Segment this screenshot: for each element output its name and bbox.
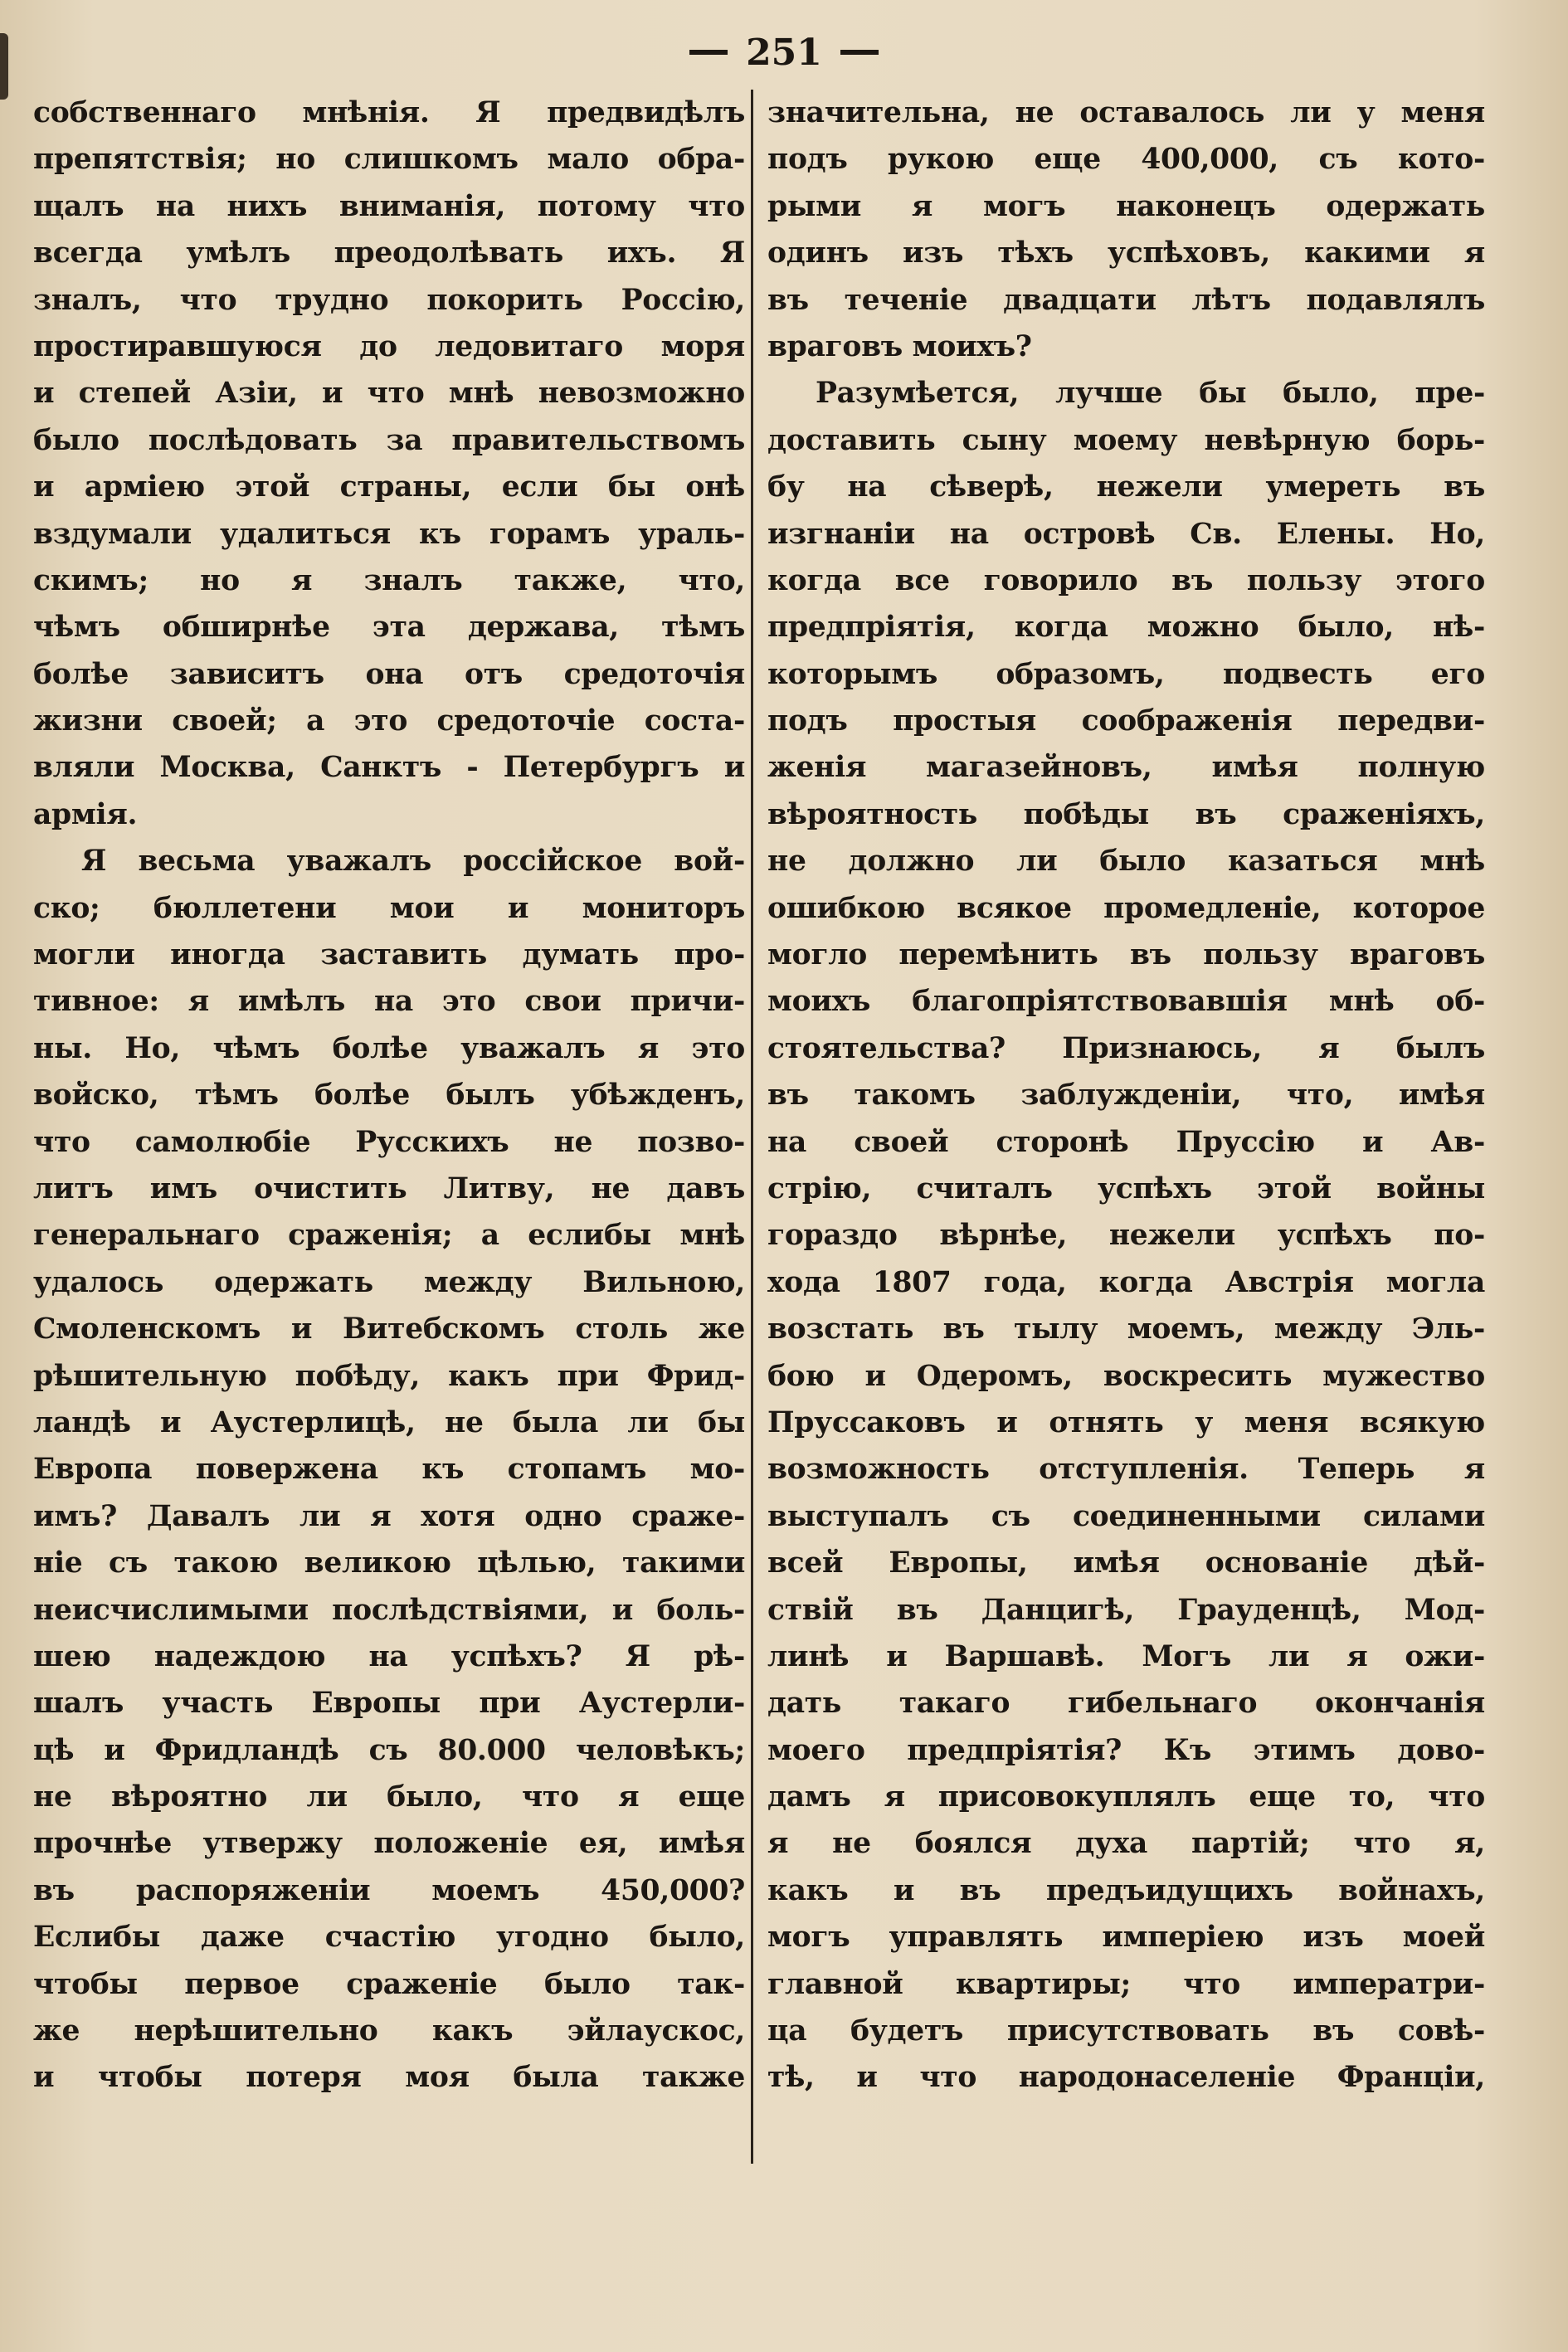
text-line: цѣ и Фридландѣ съ 80.000 человѣкъ; xyxy=(33,1733,745,1767)
text-line: зналъ, что трудно покорить Россію, xyxy=(33,283,745,317)
text-line: Смоленскомъ и Витебскомъ столь же xyxy=(33,1312,745,1346)
text-line: удалось одержать между Вильною, xyxy=(33,1265,745,1299)
text-line: собственнаго мнѣнія. Я предвидѣлъ xyxy=(33,96,745,129)
text-line: и арміею этой страны, если бы онѣ xyxy=(33,470,745,504)
text-line: же нерѣшительно какъ эйлаускос, xyxy=(33,2014,745,2048)
text-line: могъ управлять имперіею изъ моей xyxy=(767,1921,1485,1955)
text-line: генеральнаго сраженія; а еслибы мнѣ xyxy=(33,1219,745,1253)
text-line: Еслибы даже счастію угодно было, xyxy=(33,1921,745,1955)
text-line: простиравшуюся до ледовитаго моря xyxy=(33,329,745,363)
text-line: хода 1807 года, когда Австрія могла xyxy=(767,1265,1485,1299)
text-line: одинъ изъ тѣхъ успѣховъ, какими я xyxy=(767,236,1485,270)
header-dash-right xyxy=(840,50,879,55)
text-line: возможность отступленія. Теперь я xyxy=(767,1453,1485,1487)
text-line: тивное: я имѣлъ на это свои причи- xyxy=(33,985,745,1019)
text-line: дамъ я присовокуплялъ еще то, что xyxy=(767,1780,1485,1814)
text-line: Европа повержена къ стопамъ мо- xyxy=(33,1453,745,1487)
text-line: ны. Но, чѣмъ болѣе уважалъ я это xyxy=(33,1031,745,1065)
text-line: Разумѣется, лучше бы было, пре- xyxy=(816,377,1485,411)
text-line: подъ рукою еще 400,000, съ кото- xyxy=(767,143,1485,177)
text-line: значительна, не оставалось ли у меня xyxy=(767,96,1485,129)
text-line: рѣшительную побѣду, какъ при Фрид- xyxy=(33,1359,745,1393)
text-line: ошибкою всякое промедленіе, которое xyxy=(767,891,1485,925)
text-line: въ распоряженіи моемъ 450,000? xyxy=(33,1873,745,1907)
text-line: выступалъ съ соединенными силами xyxy=(767,1499,1485,1533)
text-line: линѣ и Варшавѣ. Могъ ли я ожи- xyxy=(767,1639,1485,1673)
text-line: Пруссаковъ и отнять у меня всякую xyxy=(767,1405,1485,1439)
page-number: 251 xyxy=(746,31,822,74)
text-line: гораздо вѣрнѣе, нежели успѣхъ по- xyxy=(767,1219,1485,1253)
text-line: могло перемѣнить въ пользу враговъ xyxy=(767,938,1485,972)
text-line: армія. xyxy=(33,797,138,831)
text-line: бою и Одеромъ, воскресить мужество xyxy=(767,1359,1485,1393)
text-line: въ такомъ заблужденіи, что, имѣя xyxy=(767,1079,1485,1113)
text-line: ца будетъ присутствовать въ совѣ- xyxy=(767,2014,1485,2048)
text-line: Я весьма уважалъ россійское вой- xyxy=(81,845,745,879)
text-line: ствій въ Данцигѣ, Грауденцѣ, Мод- xyxy=(767,1593,1485,1627)
left-column xyxy=(33,90,745,2101)
text-line: ніе съ такою великою цѣлью, такими xyxy=(33,1546,745,1580)
text-line: главной квартиры; что императри- xyxy=(767,1967,1485,2001)
text-line: моего предпріятія? Къ этимъ дово- xyxy=(767,1733,1485,1767)
text-line: прочнѣе утвержу положеніе ея, имѣя xyxy=(33,1827,745,1861)
text-line: предпріятія, когда можно было, нѣ- xyxy=(767,611,1485,645)
text-line: всей Европы, имѣя основаніе дѣй- xyxy=(767,1546,1485,1580)
text-line: не вѣроятно ли было, что я еще xyxy=(33,1780,745,1814)
text-line: стрію, считалъ успѣхъ этой войны xyxy=(767,1171,1485,1205)
right-column xyxy=(767,90,1485,2101)
text-line: и чтобы потеря моя была также xyxy=(33,2061,745,2095)
text-line: чтобы первое сраженіе было так- xyxy=(33,1967,745,2001)
text-line: было послѣдовать за правительствомъ xyxy=(33,423,745,457)
text-line: ландѣ и Аустерлицѣ, не была ли бы xyxy=(33,1405,745,1439)
page-header xyxy=(0,23,1568,81)
text-line: могли иногда заставить думать про- xyxy=(33,938,745,972)
text-line: доставить сыну моему невѣрную борь- xyxy=(767,423,1485,457)
text-line: ско; бюллетени мои и мониторъ xyxy=(33,891,745,925)
text-line: всегда умѣлъ преодолѣвать ихъ. Я xyxy=(33,236,745,270)
text-line: бу на сѣверѣ, нежели умереть въ xyxy=(767,470,1485,504)
column-divider xyxy=(751,90,753,2164)
text-line: не должно ли было казаться мнѣ xyxy=(767,845,1485,879)
text-line: болѣе зависитъ она отъ средоточія xyxy=(33,657,745,691)
text-line: чѣмъ обширнѣе эта держава, тѣмъ xyxy=(33,611,745,645)
text-line: неисчислимыми послѣдствіями, и боль- xyxy=(33,1593,745,1627)
text-line: что самолюбіе Русскихъ не позво- xyxy=(33,1125,745,1159)
text-line: препятствія; но слишкомъ мало обра- xyxy=(33,143,745,177)
text-line: вѣроятность побѣды въ сраженіяхъ, xyxy=(767,797,1485,831)
text-line: щалъ на нихъ вниманія, потому что xyxy=(33,189,745,223)
text-line: моихъ благопріятствовавшія мнѣ об- xyxy=(767,985,1485,1019)
text-line: я не боялся духа партій; что я, xyxy=(767,1827,1485,1861)
text-line: жизни своей; а это средоточіе соста- xyxy=(33,704,745,738)
text-line: литъ имъ очистить Литву, не давъ xyxy=(33,1171,745,1205)
text-line: какъ и въ предъидущихъ войнахъ, xyxy=(767,1873,1485,1907)
text-line: дать такаго гибельнаго окончанія xyxy=(767,1687,1485,1721)
text-line: подъ простыя соображенія передви- xyxy=(767,704,1485,738)
text-line: въ теченіе двадцати лѣтъ подавлялъ xyxy=(767,283,1485,317)
text-line: вляли Москва, Санктъ - Петербургъ и xyxy=(33,751,745,785)
text-line: изгнаніи на островѣ Св. Елены. Но, xyxy=(767,517,1485,551)
text-line: шалъ участь Европы при Аустерли- xyxy=(33,1687,745,1721)
header-dash-left xyxy=(689,50,728,55)
text-line: на своей сторонѣ Пруссію и Ав- xyxy=(767,1125,1485,1159)
text-line: стоятельства? Признаюсь, я былъ xyxy=(767,1031,1485,1065)
text-line: и степей Азіи, и что мнѣ невозможно xyxy=(33,377,745,411)
text-line: войско, тѣмъ болѣе былъ убѣжденъ, xyxy=(33,1079,745,1113)
text-line: шею надеждою на успѣхъ? Я рѣ- xyxy=(33,1639,745,1673)
text-line: женія магазейновъ, имѣя полную xyxy=(767,751,1485,785)
text-line: возстать въ тылу моемъ, между Эль- xyxy=(767,1312,1485,1346)
text-line: имъ? Давалъ ли я хотя одно сраже- xyxy=(33,1499,745,1533)
text-line: когда все говорило въ пользу этого xyxy=(767,563,1485,597)
text-line: скимъ; но я зналъ также, что, xyxy=(33,563,745,597)
text-line: которымъ образомъ, подвесть его xyxy=(767,657,1485,691)
text-line: вздумали удалиться къ горамъ ураль- xyxy=(33,517,745,551)
text-line: тѣ, и что народонаселеніе Франціи, xyxy=(767,2061,1485,2095)
text-line: враговъ моихъ? xyxy=(767,329,1032,363)
text-line: рыми я могъ наконецъ одержать xyxy=(767,189,1485,223)
